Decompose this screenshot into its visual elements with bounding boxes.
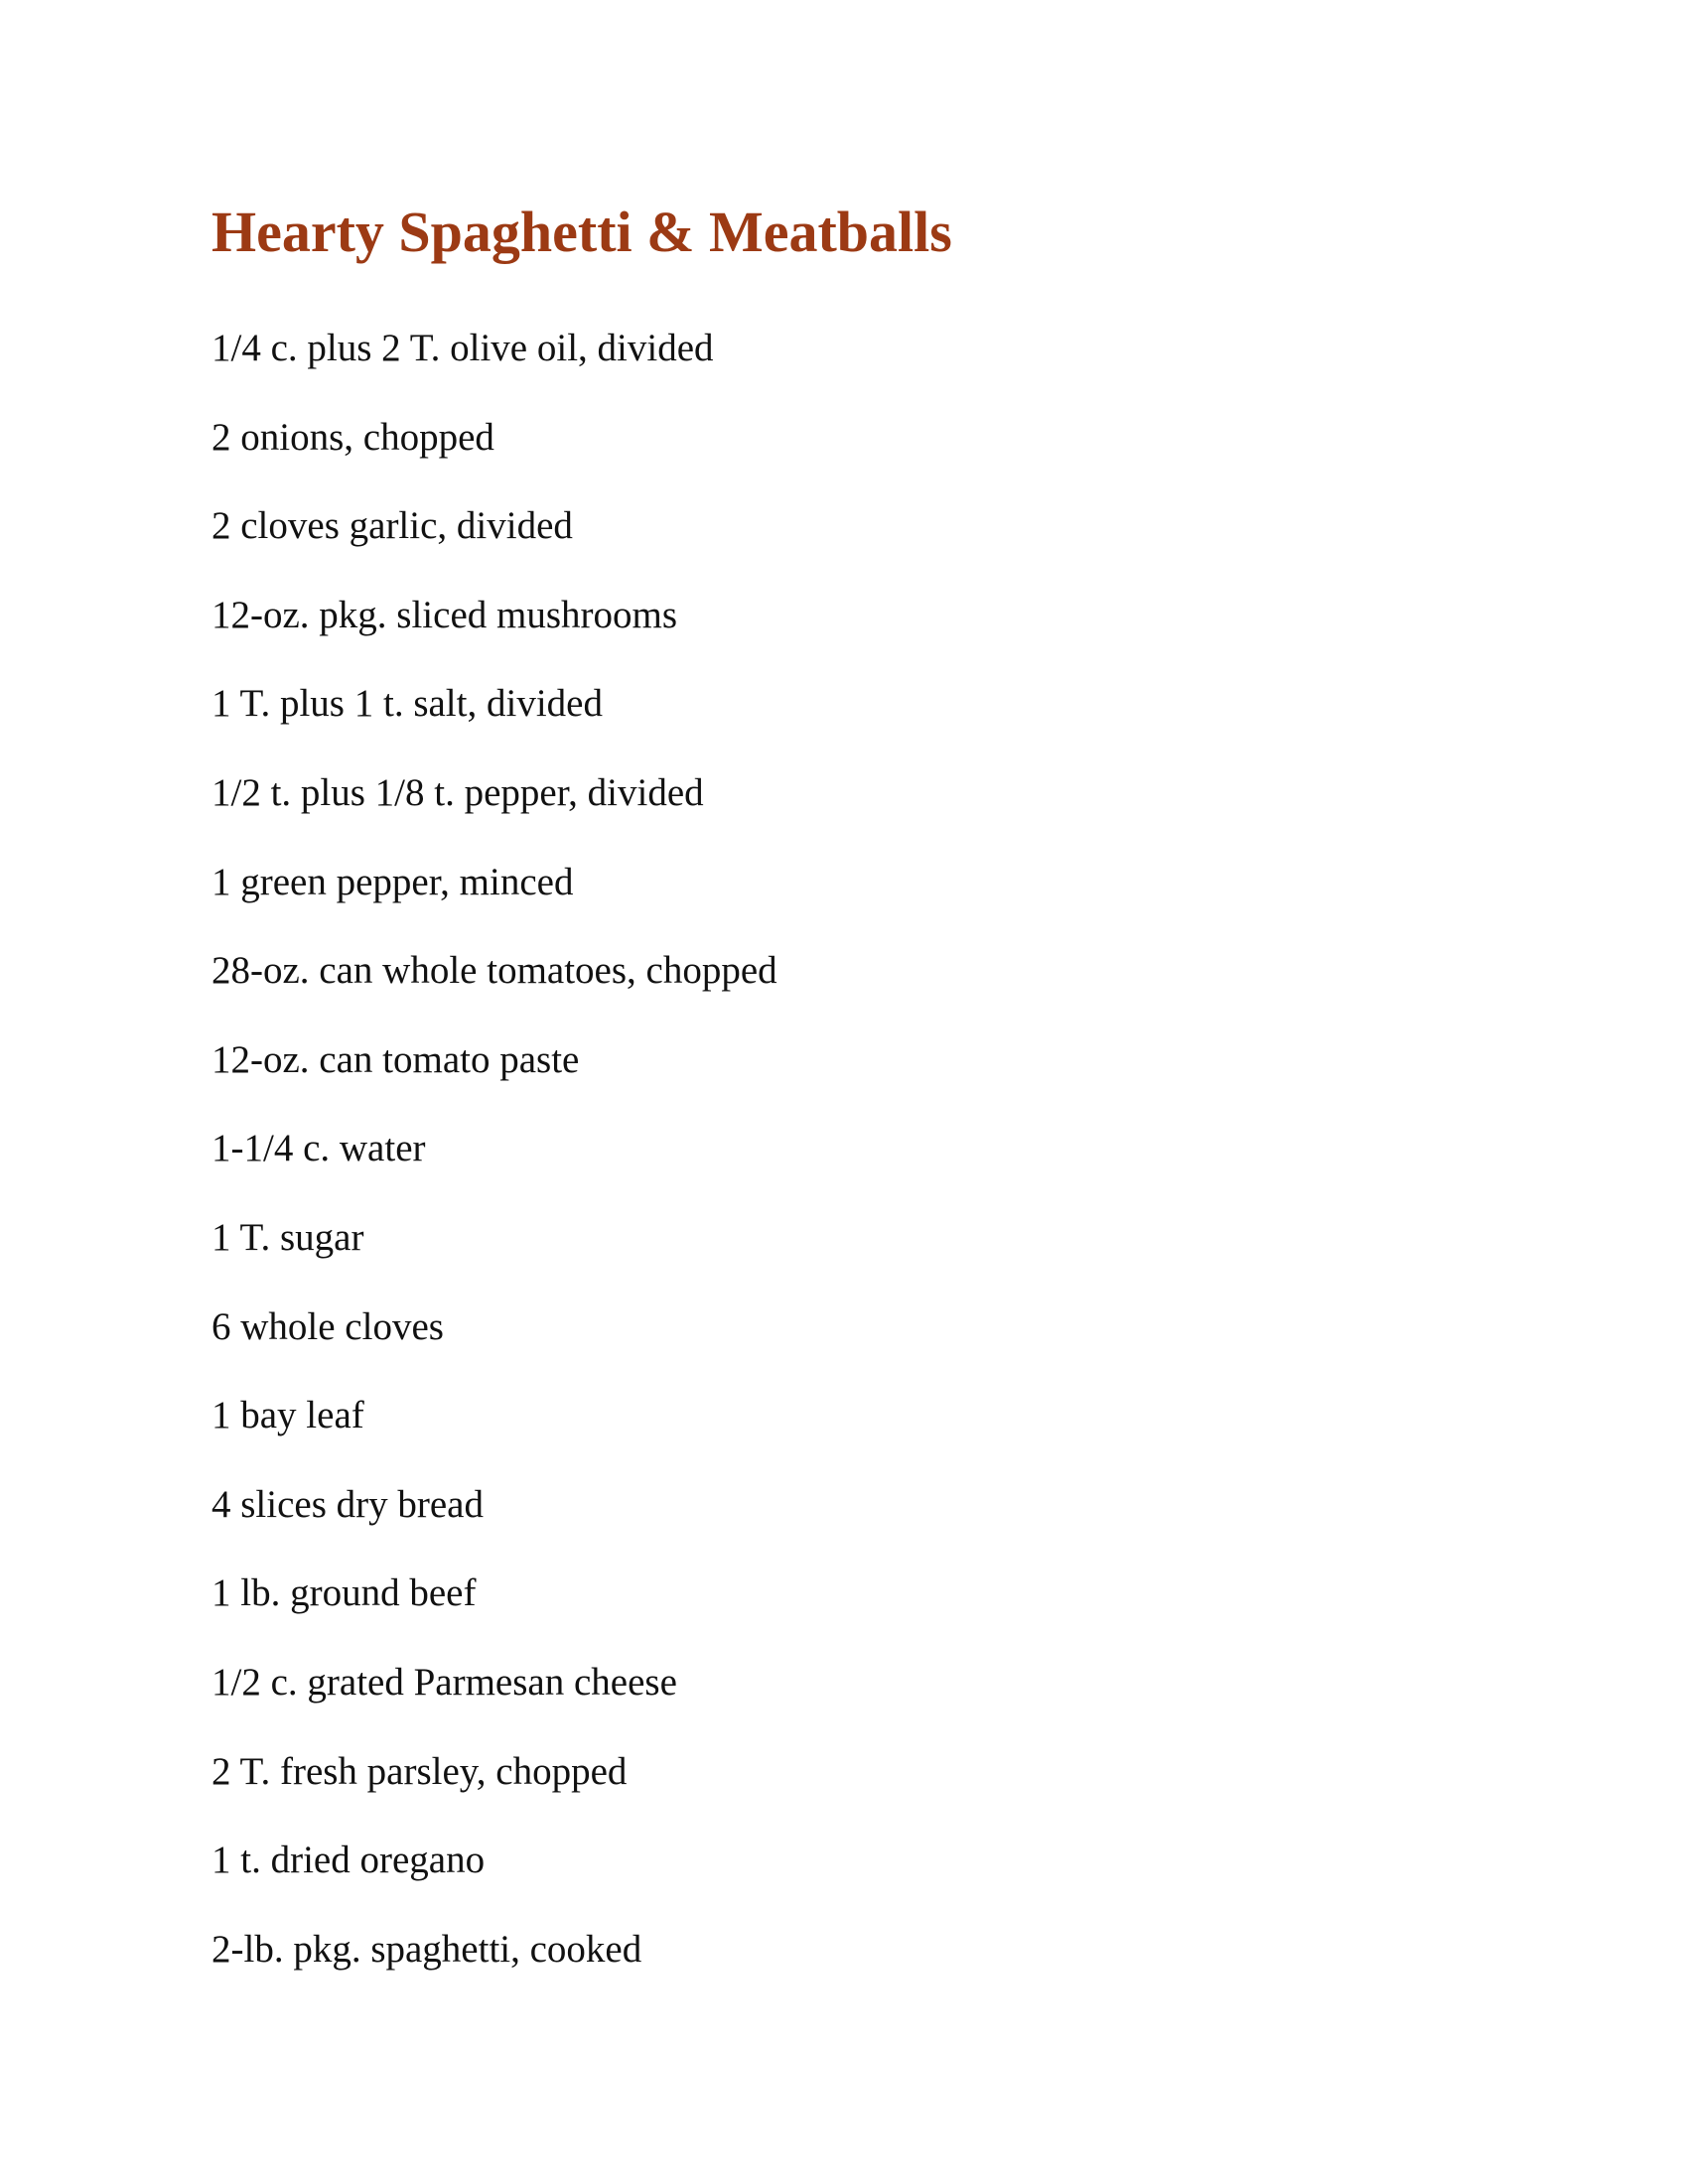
ingredient-item: 1 t. dried oregano <box>211 1839 486 1882</box>
ingredient-item: 2-lb. pkg. spaghetti, cooked <box>211 1927 642 1971</box>
ingredient-item: 1/2 t. plus 1/8 t. pepper, divided <box>211 770 704 814</box>
ingredient-item: 1/2 c. grated Parmesan cheese <box>211 1660 677 1704</box>
ingredient-item: 12-oz. pkg. sliced mushrooms <box>211 593 678 636</box>
recipe-title: Hearty Spaghetti & Meatballs <box>211 200 952 264</box>
ingredient-item: 4 slices dry bread <box>211 1482 484 1526</box>
ingredient-item: 1-1/4 c. water <box>211 1127 426 1170</box>
ingredient-item: 2 onions, chopped <box>211 415 494 459</box>
ingredient-item: 6 whole cloves <box>211 1304 444 1348</box>
ingredient-item: 1 bay leaf <box>211 1394 364 1437</box>
ingredient-item: 1 green pepper, minced <box>211 860 574 903</box>
ingredient-item: 2 cloves garlic, divided <box>211 504 573 548</box>
ingredient-item: 1 T. plus 1 t. salt, divided <box>211 682 603 726</box>
ingredient-list <box>211 304 777 1993</box>
ingredient-item: 12-oz. can tomato paste <box>211 1037 580 1081</box>
ingredient-item: 1 lb. ground beef <box>211 1571 477 1615</box>
ingredient-item: 1/4 c. plus 2 T. olive oil, divided <box>211 327 714 369</box>
ingredient-item: 1 T. sugar <box>211 1215 364 1259</box>
ingredient-item: 2 T. fresh parsley, chopped <box>211 1749 628 1793</box>
ingredient-item: 28-oz. can whole tomatoes, chopped <box>211 949 777 993</box>
